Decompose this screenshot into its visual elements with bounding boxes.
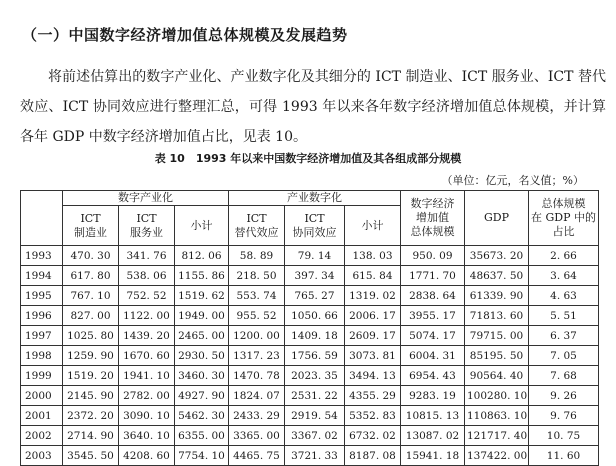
value-cell: 3494. 13 — [345, 366, 401, 386]
value-cell: 9. 76 — [529, 406, 599, 426]
value-cell: 752. 52 — [119, 286, 175, 306]
value-cell: 6732. 02 — [345, 426, 401, 446]
table-row — [21, 286, 599, 306]
value-cell: 15941. 18 — [401, 446, 465, 466]
group-digital-industrialization: 数字产业化 — [63, 191, 229, 206]
table-row — [21, 406, 599, 426]
value-cell: 538. 06 — [119, 266, 175, 286]
value-cell: 1519. 20 — [63, 366, 119, 386]
value-cell: 6355. 00 — [175, 426, 229, 446]
value-cell: 1439. 20 — [119, 326, 175, 346]
value-cell: 6004. 31 — [401, 346, 465, 366]
value-cell: 3090. 10 — [119, 406, 175, 426]
value-cell: 11. 60 — [529, 446, 599, 466]
year-cell: 2002 — [21, 426, 63, 446]
value-cell: 341. 76 — [119, 246, 175, 266]
year-cell: 2000 — [21, 386, 63, 406]
year-cell: 1997 — [21, 326, 63, 346]
value-cell: 5. 51 — [529, 306, 599, 326]
year-cell: 1993 — [21, 246, 63, 266]
value-cell: 3. 64 — [529, 266, 599, 286]
value-cell: 79715. 00 — [465, 326, 529, 346]
year-cell: 1996 — [21, 306, 63, 326]
value-cell: 7754. 10 — [175, 446, 229, 466]
value-cell: 2531. 22 — [285, 386, 345, 406]
year-cell: 1999 — [21, 366, 63, 386]
value-cell: 90564. 40 — [465, 366, 529, 386]
value-cell: 397. 34 — [285, 266, 345, 286]
value-cell: 3460. 30 — [175, 366, 229, 386]
value-cell: 3640. 10 — [119, 426, 175, 446]
value-cell: 2838. 64 — [401, 286, 465, 306]
unit-note: （单位：亿元，名义值；%） — [441, 174, 584, 187]
value-cell: 9. 26 — [529, 386, 599, 406]
value-cell: 2006. 17 — [345, 306, 401, 326]
value-cell: 1259. 90 — [63, 346, 119, 366]
col-gdp: GDP — [465, 191, 529, 246]
table-row — [21, 386, 599, 406]
year-cell: 2003 — [21, 446, 63, 466]
value-cell: 1670. 60 — [119, 346, 175, 366]
year-cell: 1995 — [21, 286, 63, 306]
table-row — [21, 446, 599, 466]
value-cell: 3365. 00 — [229, 426, 285, 446]
value-cell: 470. 30 — [63, 246, 119, 266]
value-cell: 138. 03 — [345, 246, 401, 266]
value-cell: 955. 52 — [229, 306, 285, 326]
section-heading: （一）中国数字经济增加值总体规模及发展趋势 — [22, 26, 348, 44]
value-cell: 4355. 29 — [345, 386, 401, 406]
value-cell: 2930. 50 — [175, 346, 229, 366]
value-cell: 1025. 80 — [63, 326, 119, 346]
data-table — [20, 190, 599, 466]
value-cell: 5462. 30 — [175, 406, 229, 426]
col-ict-services: ICT 服务业 — [119, 206, 175, 246]
value-cell: 7. 68 — [529, 366, 599, 386]
value-cell: 137422. 00 — [465, 446, 529, 466]
col-ict-synergy: ICT 协同效应 — [285, 206, 345, 246]
value-cell: 6954. 43 — [401, 366, 465, 386]
col-subtotal-1: 小计 — [175, 206, 229, 246]
value-cell: 9283. 19 — [401, 386, 465, 406]
value-cell: 4465. 75 — [229, 446, 285, 466]
value-cell: 1756. 59 — [285, 346, 345, 366]
table-row — [21, 326, 599, 346]
value-cell: 2782. 00 — [119, 386, 175, 406]
value-cell: 1200. 00 — [229, 326, 285, 346]
col-ict-substitution: ICT 替代效应 — [229, 206, 285, 246]
group-industry-digitalization: 产业数字化 — [229, 191, 401, 206]
value-cell: 71813. 60 — [465, 306, 529, 326]
value-cell: 85195. 50 — [465, 346, 529, 366]
value-cell: 617. 80 — [63, 266, 119, 286]
year-cell: 1998 — [21, 346, 63, 366]
value-cell: 58. 89 — [229, 246, 285, 266]
value-cell: 3955. 17 — [401, 306, 465, 326]
value-cell: 1122. 00 — [119, 306, 175, 326]
table-row — [21, 246, 599, 266]
value-cell: 61339. 90 — [465, 286, 529, 306]
col-subtotal-2: 小计 — [345, 206, 401, 246]
value-cell: 553. 74 — [229, 286, 285, 306]
value-cell: 4208. 60 — [119, 446, 175, 466]
col-share: 总体规模 在 GDP 中的 占比 — [529, 191, 599, 246]
value-cell: 1409. 18 — [285, 326, 345, 346]
value-cell: 2714. 90 — [63, 426, 119, 446]
value-cell: 2145. 90 — [63, 386, 119, 406]
year-cell: 1994 — [21, 266, 63, 286]
value-cell: 1519. 62 — [175, 286, 229, 306]
value-cell: 10. 75 — [529, 426, 599, 446]
value-cell: 8187. 08 — [345, 446, 401, 466]
value-cell: 950. 09 — [401, 246, 465, 266]
value-cell: 1050. 66 — [285, 306, 345, 326]
year-cell: 2001 — [21, 406, 63, 426]
value-cell: 10815. 13 — [401, 406, 465, 426]
value-cell: 2433. 29 — [229, 406, 285, 426]
value-cell: 765. 27 — [285, 286, 345, 306]
value-cell: 827. 00 — [63, 306, 119, 326]
value-cell: 767. 10 — [63, 286, 119, 306]
value-cell: 3721. 33 — [285, 446, 345, 466]
value-cell: 3073. 81 — [345, 346, 401, 366]
value-cell: 5352. 83 — [345, 406, 401, 426]
value-cell: 1155. 86 — [175, 266, 229, 286]
table-row — [21, 346, 599, 366]
table-row — [21, 426, 599, 446]
value-cell: 2. 66 — [529, 246, 599, 266]
col-ict-manufacturing: ICT 制造业 — [63, 206, 119, 246]
value-cell: 4927. 90 — [175, 386, 229, 406]
value-cell: 2465. 00 — [175, 326, 229, 346]
value-cell: 2609. 17 — [345, 326, 401, 346]
value-cell: 4. 63 — [529, 286, 599, 306]
value-cell: 1470. 78 — [229, 366, 285, 386]
body-paragraph: 将前述估算出的数字产业化、产业数字化及其细分的 ICT 制造业、ICT 服务业、ICT 替代效应、ICT 协同效应进行整理汇总，可得 1993 年以来各年数字经济增加值总体规模，并计算各年 GDP 中数字经济增加值占比，见表 10。 — [20, 69, 606, 145]
value-cell: 2919. 54 — [285, 406, 345, 426]
value-cell: 5074. 17 — [401, 326, 465, 346]
value-cell: 110863. 10 — [465, 406, 529, 426]
year-header-cell — [21, 191, 63, 246]
value-cell: 1824. 07 — [229, 386, 285, 406]
value-cell: 3545. 50 — [63, 446, 119, 466]
value-cell: 6. 37 — [529, 326, 599, 346]
value-cell: 1317. 23 — [229, 346, 285, 366]
table-row — [21, 366, 599, 386]
value-cell: 1941. 10 — [119, 366, 175, 386]
table-body — [21, 246, 599, 466]
value-cell: 35673. 20 — [465, 246, 529, 266]
table-row — [21, 306, 599, 326]
value-cell: 121717. 40 — [465, 426, 529, 446]
table-caption: 表 10 1993 年以来中国数字经济增加值及其各组成部分规模 — [154, 152, 462, 165]
value-cell: 218. 50 — [229, 266, 285, 286]
value-cell: 1319. 02 — [345, 286, 401, 306]
value-cell: 1771. 70 — [401, 266, 465, 286]
value-cell: 7. 05 — [529, 346, 599, 366]
value-cell: 3367. 02 — [285, 426, 345, 446]
value-cell: 48637. 50 — [465, 266, 529, 286]
table-row — [21, 266, 599, 286]
value-cell: 2023. 35 — [285, 366, 345, 386]
value-cell: 615. 84 — [345, 266, 401, 286]
col-digital-economy-total: 数字经济 增加值 总体规模 — [401, 191, 465, 246]
value-cell: 13087. 02 — [401, 426, 465, 446]
value-cell: 2372. 20 — [63, 406, 119, 426]
value-cell: 100280. 10 — [465, 386, 529, 406]
value-cell: 812. 06 — [175, 246, 229, 266]
value-cell: 1949. 00 — [175, 306, 229, 326]
value-cell: 79. 14 — [285, 246, 345, 266]
